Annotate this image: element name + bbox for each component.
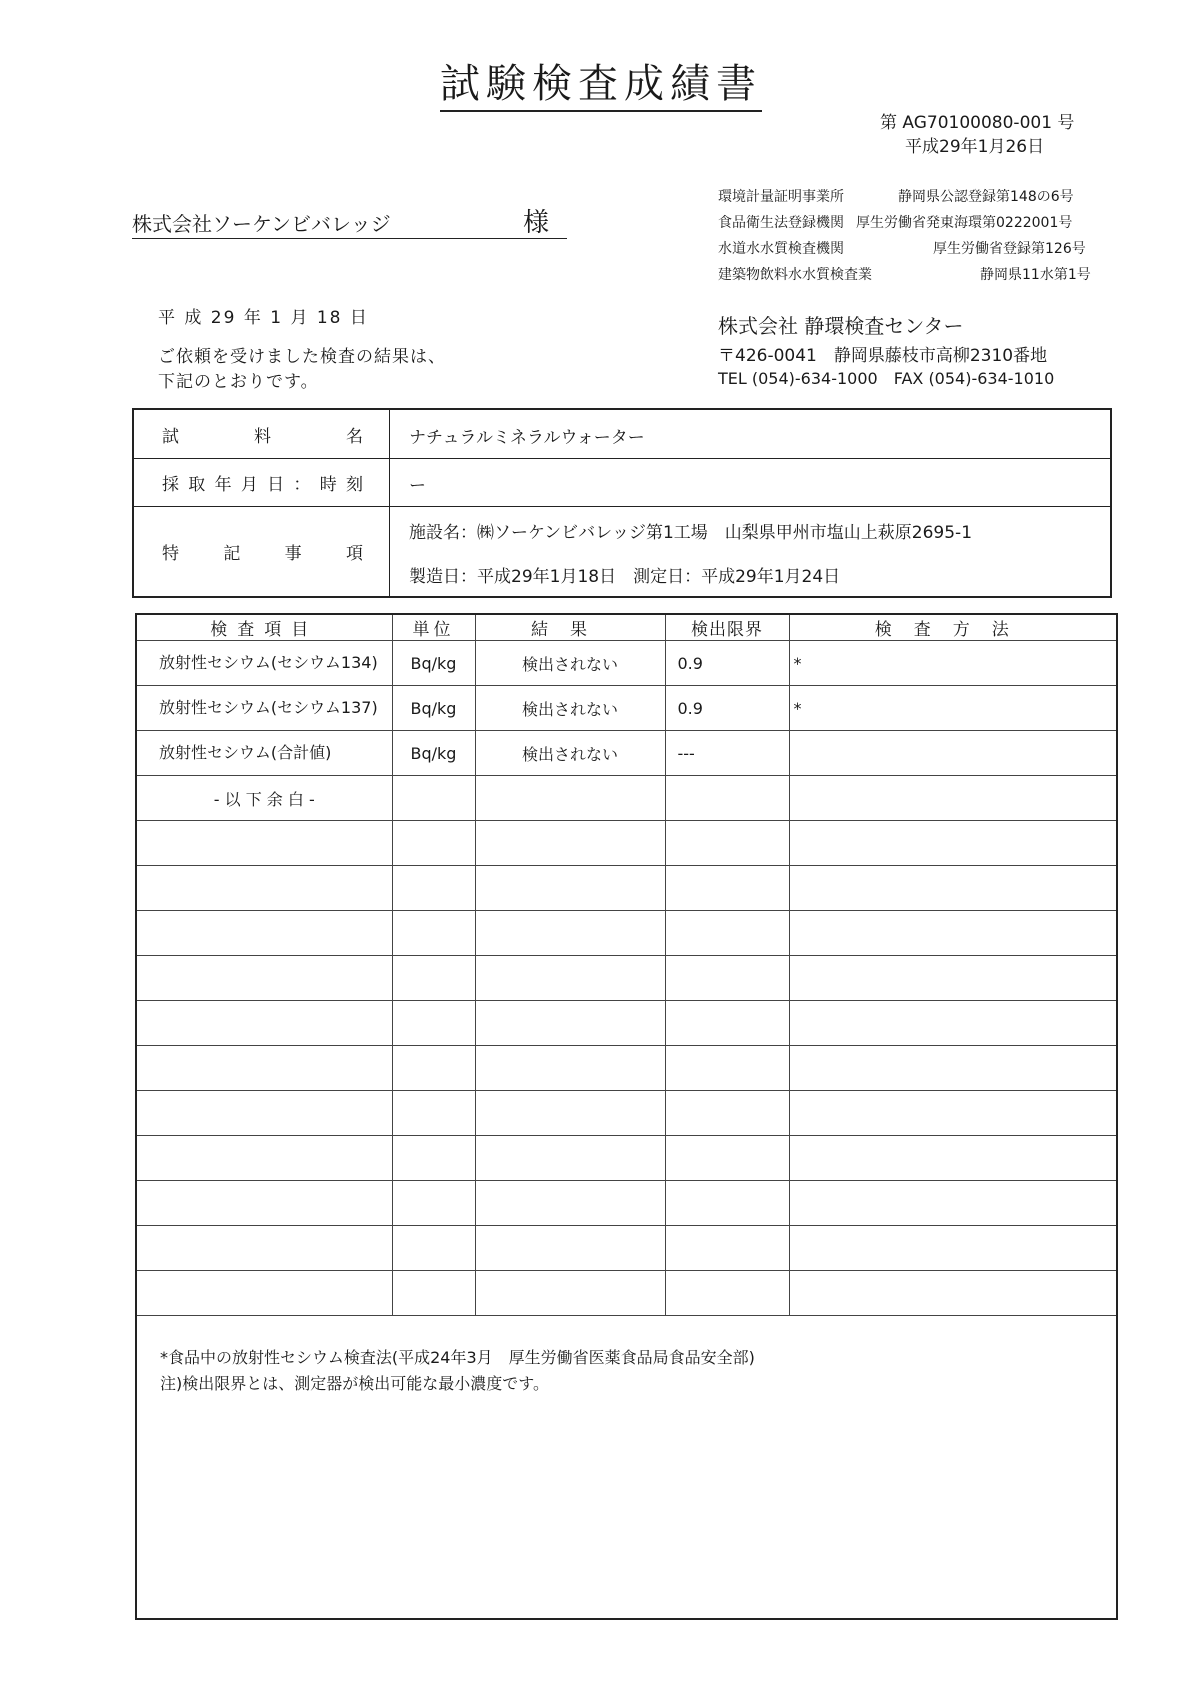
detection-limit: 0.9 xyxy=(665,686,789,731)
empty-row xyxy=(137,1181,1116,1226)
empty-row xyxy=(137,1226,1116,1271)
empty-row xyxy=(137,821,1116,866)
test-method: * xyxy=(789,641,1116,686)
addressee-honorific: 様 xyxy=(522,208,549,238)
test-method xyxy=(789,731,1116,776)
issue-date: 平成29年1月26日 xyxy=(905,137,1045,157)
certification-row xyxy=(718,264,1091,284)
sample-name-label: 試料名 xyxy=(162,426,363,447)
unit: Bq/kg xyxy=(392,686,475,731)
header-unit: 単位 xyxy=(392,615,475,641)
unit: Bq/kg xyxy=(392,641,475,686)
result: 検出されない xyxy=(475,731,665,776)
test-item: 放射性セシウム(セシウム137) xyxy=(137,686,392,731)
header-test-item: 検査項目 xyxy=(137,615,392,641)
document-title: 試験検査成績書 xyxy=(440,60,762,112)
sampling-datetime-label: 採取年月日：時刻 xyxy=(162,474,363,495)
document-number: 第 AG70100080-001 号 xyxy=(880,113,1075,133)
detection-limit: --- xyxy=(665,731,789,776)
facility-info: 施設名：㈱ソーケンビバレッジ第1工場 山梨県甲州市塩山上萩原2695-1 xyxy=(409,523,973,543)
empty-row xyxy=(137,1136,1116,1181)
certification-row xyxy=(718,212,1073,232)
sampling-datetime-row xyxy=(134,458,1110,507)
detection-limit: 0.9 xyxy=(665,641,789,686)
results-table xyxy=(137,615,1116,1316)
sampling-datetime-value: ー xyxy=(409,476,426,496)
certification-registration: 厚生労働省発東海環第0222001号 xyxy=(856,215,1073,231)
empty-row xyxy=(137,1271,1116,1316)
sample-info-table xyxy=(132,408,1112,598)
results-table-frame xyxy=(135,613,1118,1620)
empty-row xyxy=(137,1001,1116,1046)
table-row xyxy=(137,641,1116,686)
addressee-name: 株式会社ソーケンビバレッジ xyxy=(132,212,391,236)
certification-type: 環境計量証明事業所 xyxy=(718,189,844,205)
end-marker-row xyxy=(137,776,1116,821)
empty-row xyxy=(137,956,1116,1001)
request-text-line2: 下記のとおりです。 xyxy=(158,372,319,392)
special-notes-label: 特記事項 xyxy=(162,543,363,564)
empty-row xyxy=(137,1091,1116,1136)
addressee xyxy=(132,208,567,239)
end-marker: - 以 下 余 白 - xyxy=(137,776,392,821)
certification-type: 建築物飲料水水質検査業 xyxy=(718,267,872,283)
special-notes-row xyxy=(134,506,1110,596)
certification-type: 食品衛生法登録機関 xyxy=(718,215,844,231)
certification-registration: 静岡県11水第1号 xyxy=(980,267,1091,283)
empty-row xyxy=(137,1046,1116,1091)
detection-limit-footnote: 注)検出限界とは、測定器が検出可能な最小濃度です。 xyxy=(160,1374,549,1393)
certification-row xyxy=(718,238,1086,258)
empty-row xyxy=(137,911,1116,956)
certification-row xyxy=(718,186,1074,206)
sample-name-value: ナチュラルミネラルウォーター xyxy=(409,428,645,448)
result: 検出されない xyxy=(475,686,665,731)
header-detection-limit: 検出限界 xyxy=(665,615,789,641)
header-test-method: 検査方法 xyxy=(789,615,1116,641)
header-result: 結果 xyxy=(475,615,665,641)
laboratory-name: 株式会社 静環検査センター xyxy=(718,314,964,338)
empty-row xyxy=(137,866,1116,911)
manufacture-measurement-dates: 製造日：平成29年1月18日 測定日：平成29年1月24日 xyxy=(409,567,841,587)
laboratory-contact: TEL (054)-634-1000 FAX (054)-634-1010 xyxy=(718,369,1055,388)
result: 検出されない xyxy=(475,641,665,686)
method-footnote: *食品中の放射性セシウム検査法(平成24年3月 厚生労働省医薬食品局食品安全部) xyxy=(160,1348,755,1367)
request-date: 平 成 29 年 1 月 18 日 xyxy=(158,308,369,328)
sample-name-row xyxy=(134,410,1110,459)
table-row xyxy=(137,731,1116,776)
test-item: 放射性セシウム(セシウム134) xyxy=(137,641,392,686)
unit: Bq/kg xyxy=(392,731,475,776)
certification-registration: 静岡県公認登録第148の6号 xyxy=(898,189,1074,205)
laboratory-address: 〒426-0041 静岡県藤枝市高柳2310番地 xyxy=(718,346,1048,366)
results-header-row xyxy=(137,615,1116,641)
certification-type: 水道水水質検査機関 xyxy=(718,241,844,257)
table-row xyxy=(137,686,1116,731)
test-item: 放射性セシウム(合計値) xyxy=(137,731,392,776)
test-method: * xyxy=(789,686,1116,731)
certification-registration: 厚生労働省登録第126号 xyxy=(933,241,1086,257)
request-text-line1: ご依頼を受けました検査の結果は、 xyxy=(158,347,446,367)
